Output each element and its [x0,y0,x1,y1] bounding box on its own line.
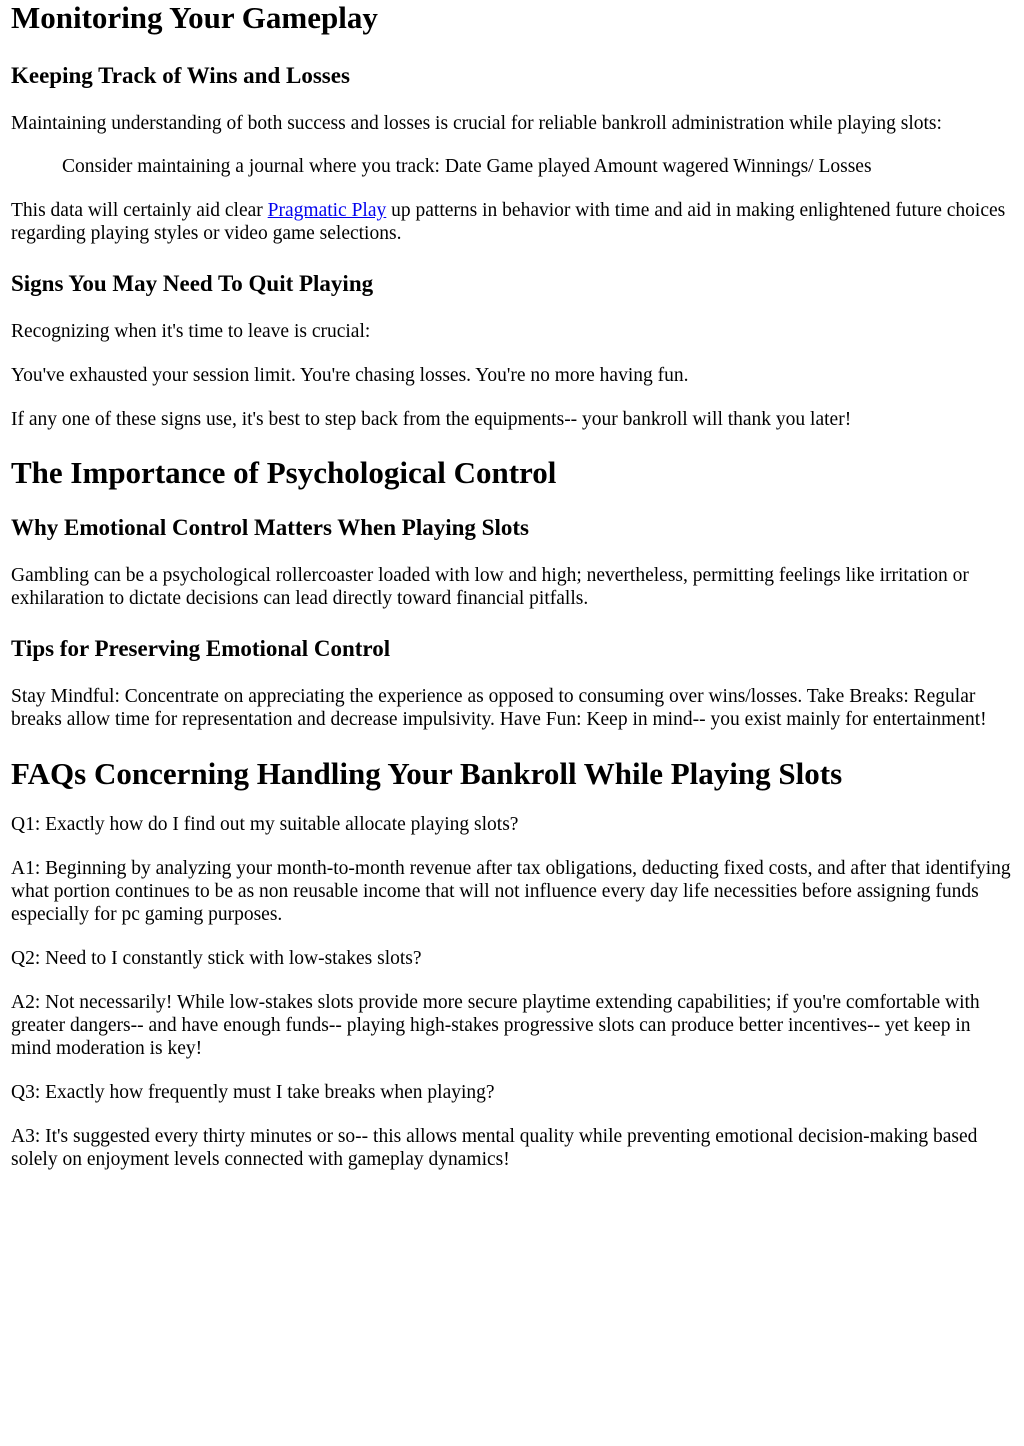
text-after-link: up patterns in behavior with time and aid in making enlightened future choices regarding playing styles or video game selections. [11,200,1006,244]
faq-answer-1: A1: Beginning by analyzing your month-to-month revenue after tax obligations, deducting fixed costs, and after that identifying what portion continues to be as non reusable income that will not influence every day life necessities before assigning funds especially for pc gaming purposes. [11,858,1011,925]
faq-answer-3: A3: It's suggested every thirty minutes or so-- this allows mental quality while preventing emotional decision-making based solely on enjoyment levels connected with gameplay dynamics! [11,1126,978,1170]
text-before-link: This data will certainly aid clear [11,200,268,221]
paragraph-rollercoaster: Gambling can be a psychological rollercoaster loaded with low and high; nevertheless, permitting feelings like irritation or exhilaration to dictate decisions can lead directly toward financial pitfalls. [11,565,969,609]
heading-preserving-control: Tips for Preserving Emotional Control [11,636,391,661]
paragraph-signs-list: You've exhausted your session limit. You're chasing losses. You're no more having fun. [11,365,689,386]
heading-emotional-matters: Why Emotional Control Matters When Playing Slots [11,515,529,540]
faq-answer-2: A2: Not necessarily! While low-stakes slots provide more secure playtime extending capabilities; if you're comfortable with greater dangers-- and have enough funds-- playing high-stakes progressive slots can produce better incentives-- yet keep in mind moderation is key! [11,992,980,1059]
paragraph-data-patterns [11,199,1013,245]
heading-wins-losses: Keeping Track of Wins and Losses [11,63,350,88]
pragmatic-play-link[interactable]: Pragmatic Play [267,200,387,221]
section-title-monitoring: Monitoring Your Gameplay [11,0,378,35]
heading-signs-quit: Signs You May Need To Quit Playing [11,271,374,296]
faq-question-2: Q2: Need to I constantly stick with low-stakes slots? [11,948,422,969]
faq-question-1: Q1: Exactly how do I find out my suitable allocate playing slots? [11,814,519,835]
paragraph-tips: Stay Mindful: Concentrate on appreciating the experience as opposed to consuming over wins/losses. Take Breaks: Regular breaks allow time for representation and decrease impulsivity. Have Fun: Keep in mind-- you exist mainly for entertainment! [11,686,987,730]
section-title-faqs: FAQs Concerning Handling Your Bankroll While Playing Slots [11,756,843,791]
faq-question-3: Q3: Exactly how frequently must I take breaks when playing? [11,1082,495,1103]
paragraph-recognizing: Recognizing when it's time to leave is crucial: [11,321,371,342]
section-title-psychological: The Importance of Psychological Control [11,455,557,490]
journal-quote: Consider maintaining a journal where you track: Date Game played Amount wagered Winnings/ Losses [62,156,872,177]
paragraph-wins-losses-intro: Maintaining understanding of both success and losses is crucial for reliable bankroll administration while playing slots: [11,113,942,134]
paragraph-step-back: If any one of these signs use, it's best to step back from the equipments-- your bankroll will thank you later! [11,409,852,430]
